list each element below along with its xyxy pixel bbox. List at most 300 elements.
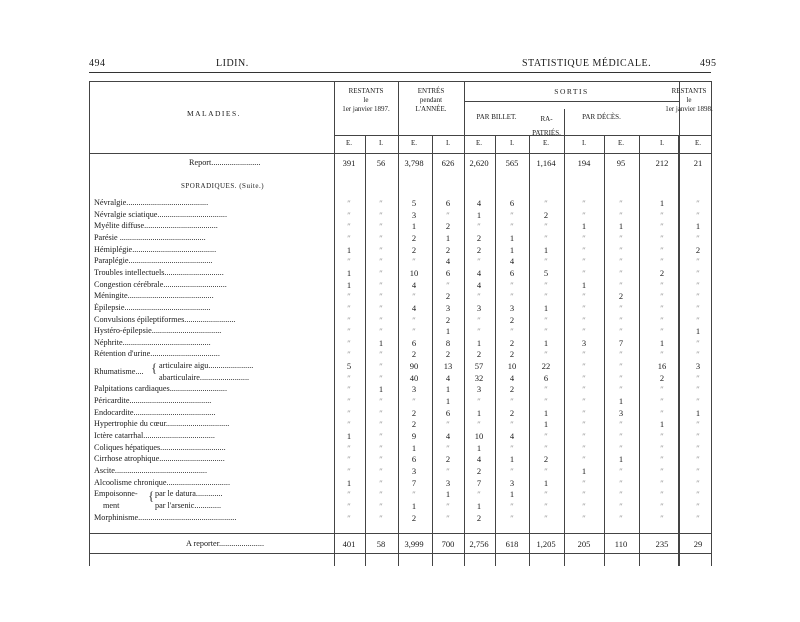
table-cell: ″ [510, 512, 514, 523]
table-cell: ″ [347, 349, 351, 360]
table-cell: 4 [476, 279, 482, 290]
table-cell: ″ [477, 256, 481, 267]
header-e-i: E. [475, 139, 483, 147]
table-cell: ″ [696, 431, 700, 441]
table-cell: ″ [619, 465, 623, 476]
table-cell: ″ [660, 291, 664, 302]
brace: { [148, 488, 155, 504]
table-cell: ″ [660, 349, 664, 360]
table-cell: 2 [411, 419, 417, 430]
table-cell: 1 [476, 407, 482, 418]
table-cell: 1 [543, 407, 549, 418]
table-cell: ″ [544, 396, 548, 407]
table-cell: ″ [379, 442, 383, 453]
table-cell: ″ [582, 291, 586, 302]
table-cell: ″ [347, 326, 351, 337]
table-cell: ″ [696, 396, 700, 407]
table-row-label: Hémiplégie......................................... [94, 244, 217, 254]
table-cell: 1 [445, 326, 451, 337]
statistics-table [89, 81, 711, 566]
table-cell: ″ [347, 419, 351, 430]
table-cell: ″ [510, 465, 514, 476]
total-value: 618 [505, 539, 519, 549]
brace: { [151, 360, 158, 376]
table-cell: ″ [582, 384, 586, 395]
table-cell: ″ [582, 198, 586, 208]
table-cell: ″ [696, 291, 700, 302]
table-cell: 1 [476, 209, 482, 220]
table-cell: 1 [346, 244, 352, 255]
column-rule [639, 135, 640, 566]
table-cell: 1 [346, 279, 352, 290]
table-cell: ″ [619, 489, 623, 500]
header-restants-1897: le [363, 96, 369, 104]
table-cell: 7 [411, 477, 417, 488]
header-par-billet: PAR BILLET. [476, 113, 517, 121]
table-cell: 1 [476, 337, 482, 348]
total-value: 235 [655, 539, 669, 549]
table-cell: 3 [411, 209, 417, 220]
table-cell: 4 [411, 302, 417, 313]
table-cell: ″ [619, 232, 623, 243]
table-cell: ″ [660, 442, 664, 453]
report-value: 391 [342, 158, 356, 168]
table-row-label: Myélite diffuse.................................... [94, 221, 218, 231]
column-rule [679, 81, 680, 566]
table-cell: 7 [618, 337, 624, 348]
table-cell: 3 [476, 384, 482, 395]
table-cell: ″ [619, 314, 623, 325]
table-cell: ″ [477, 291, 481, 302]
report-value: 626 [441, 158, 455, 168]
table-cell: 2 [476, 512, 482, 523]
table-cell: 2 [695, 244, 701, 255]
table-cell: 8 [445, 337, 451, 348]
table-cell: ″ [347, 337, 351, 348]
table-cell: ″ [696, 477, 700, 488]
table-cell: ″ [660, 431, 664, 441]
table-cell: ″ [660, 477, 664, 488]
table-cell: 2 [411, 349, 417, 360]
header-restants-1897: RESTANTS [348, 87, 384, 95]
report-value: 21 [693, 158, 703, 168]
table-cell: 1 [346, 431, 352, 441]
table-cell: 6 [445, 407, 451, 418]
header-entres: pendant [419, 96, 443, 104]
header-e-i: I. [659, 139, 665, 147]
table-cell: 1 [445, 384, 451, 395]
header-e-i: E. [345, 139, 353, 147]
header-rapatries: PATRIÉS. [532, 129, 561, 137]
table-cell: ″ [510, 442, 514, 453]
table-cell: 1 [509, 232, 515, 243]
table-cell: ″ [347, 291, 351, 302]
table-cell: ″ [660, 256, 664, 267]
table-row-label: Paraplégie......................................... [94, 256, 213, 266]
table-cell: 9 [411, 431, 417, 441]
table-cell: ″ [412, 489, 416, 500]
total-bottom-rule [89, 553, 711, 554]
table-cell: ″ [660, 465, 664, 476]
table-cell: 2 [411, 407, 417, 418]
table-cell: ″ [379, 407, 383, 418]
table-row-label: Endocardite........................................ [94, 407, 216, 417]
table-cell: ″ [619, 419, 623, 430]
table-cell: ″ [696, 454, 700, 465]
table-cell: 1 [346, 267, 352, 278]
table-row-label: Méningite.......................................... [94, 291, 214, 301]
table-cell: 1 [618, 396, 624, 407]
table-cell: ″ [660, 244, 664, 255]
table-cell: ″ [510, 419, 514, 430]
table-cell: ″ [544, 198, 548, 208]
table-row-label: Névralgie sciatique.................................. [94, 209, 228, 219]
table-cell: 1 [378, 384, 384, 395]
table-cell: ″ [544, 314, 548, 325]
report-value: 1,164 [536, 158, 556, 168]
table-cell: ″ [379, 314, 383, 325]
table-cell: 6 [411, 454, 417, 465]
table-cell: 2 [476, 349, 482, 360]
group-label-empoisonnement: ment [103, 500, 120, 510]
table-cell: ″ [544, 442, 548, 453]
table-cell: ″ [582, 500, 586, 511]
table-cell: 1 [659, 337, 665, 348]
table-cell: ″ [347, 209, 351, 220]
table-cell: 6 [509, 198, 515, 208]
total-value: 110 [614, 539, 628, 549]
group-label-rhumatisme: Rhumatisme.... [94, 366, 144, 376]
table-cell: ″ [510, 396, 514, 407]
table-cell: ″ [619, 361, 623, 372]
table-row-label: abarticulaire........................ [159, 372, 250, 382]
table-cell: ″ [582, 244, 586, 255]
table-cell: 2 [509, 314, 515, 325]
table-row-label: par le datura............. [155, 489, 223, 499]
table-cell: 1 [346, 477, 352, 488]
table-row-label: Troubles intellectuels............................. [94, 267, 224, 277]
page-number-left: 494 [89, 58, 106, 69]
table-cell: 5 [346, 361, 352, 372]
table-cell: 2 [509, 407, 515, 418]
table-cell: ″ [379, 209, 383, 220]
table-cell: 16 [657, 361, 667, 372]
table-cell: 1 [581, 465, 587, 476]
table-row-label: Ictère catarrhal................................... [94, 431, 215, 440]
table-cell: ″ [544, 384, 548, 395]
table-cell: ″ [477, 326, 481, 337]
table-cell: 32 [474, 372, 484, 383]
table-row-label: Convulsions épileptiformes......................... [94, 314, 236, 324]
table-cell: 1 [509, 244, 515, 255]
table-cell: ″ [510, 279, 514, 290]
table-cell: 2 [445, 454, 451, 465]
table-cell: ″ [347, 221, 351, 232]
table-cell: ″ [582, 454, 586, 465]
table-cell: 6 [445, 198, 451, 208]
table-cell: ″ [446, 512, 450, 523]
table-cell: ″ [347, 256, 351, 267]
table-cell: 2 [411, 512, 417, 523]
table-row-label: Néphrite........................................... [94, 337, 211, 347]
table-cell: ″ [582, 361, 586, 372]
column-rule [564, 109, 565, 566]
header-par-deces: PAR DÉCÈS. [582, 113, 621, 121]
table-cell: 1 [581, 279, 587, 290]
total-top-rule [89, 533, 711, 534]
header-restants-1898: le [686, 96, 692, 104]
header-entres: ENTRÉS [417, 87, 445, 95]
table-cell: 2 [509, 349, 515, 360]
table-cell: 10 [507, 361, 517, 372]
table-cell: ″ [582, 477, 586, 488]
table-cell: 4 [509, 431, 515, 441]
table-cell: ″ [347, 454, 351, 465]
table-cell: ″ [696, 500, 700, 511]
table-cell: ″ [582, 396, 586, 407]
table-cell: 1 [411, 500, 417, 511]
table-cell: 4 [476, 198, 482, 208]
table-cell: ″ [544, 279, 548, 290]
table-cell: ″ [582, 302, 586, 313]
table-row-label: Péricardite........................................ [94, 396, 212, 406]
table-cell: ″ [696, 267, 700, 278]
header-e-i: I. [509, 139, 515, 147]
table-cell: ″ [379, 500, 383, 511]
table-cell: ″ [446, 465, 450, 476]
table-cell: ″ [619, 209, 623, 220]
table-cell: ″ [619, 500, 623, 511]
table-cell: 2 [618, 291, 624, 302]
table-cell: 13 [443, 361, 453, 372]
table-cell: 1 [581, 221, 587, 232]
table-cell: ″ [544, 221, 548, 232]
table-cell: ″ [660, 221, 664, 232]
table-cell: ″ [582, 419, 586, 430]
table-cell: ″ [446, 209, 450, 220]
table-cell: ″ [347, 384, 351, 395]
table-cell: 4 [445, 256, 451, 267]
table-cell: ″ [412, 256, 416, 267]
table-cell: ″ [696, 465, 700, 476]
table-cell: ″ [582, 267, 586, 278]
table-cell: ″ [619, 372, 623, 383]
table-cell: 4 [509, 256, 515, 267]
header-restants-1897: 1er janvier 1897. [342, 105, 390, 113]
table-cell: ″ [544, 465, 548, 476]
running-title-left: LIDIN. [216, 58, 249, 69]
header-entres: L'ANNÉE. [415, 105, 447, 113]
table-cell: 22 [541, 361, 551, 372]
table-cell: ″ [347, 396, 351, 407]
report-value: 95 [616, 158, 626, 168]
table-cell: ″ [619, 442, 623, 453]
sortis-rule [464, 101, 679, 102]
group-label-empoisonnement: Empoisonne- [94, 489, 138, 499]
table-cell: 1 [543, 337, 549, 348]
table-cell: 3 [695, 361, 701, 372]
table-cell: ″ [510, 221, 514, 232]
table-cell: ″ [696, 209, 700, 220]
report-value: 565 [505, 158, 519, 168]
table-cell: ″ [412, 326, 416, 337]
table-cell: 6 [445, 267, 451, 278]
table-cell: ″ [696, 314, 700, 325]
total-value: 29 [693, 539, 703, 549]
header-sub-rule [334, 135, 711, 136]
table-cell: ″ [660, 209, 664, 220]
table-cell: ″ [347, 465, 351, 476]
table-cell: ″ [619, 384, 623, 395]
table-cell: ″ [696, 232, 700, 243]
header-restants-1898: RESTANTS [671, 87, 707, 95]
table-row-label: Morphinisme................................................ [94, 512, 237, 522]
table-cell: 1 [543, 477, 549, 488]
table-cell: ″ [379, 396, 383, 407]
header-bottom-rule [89, 153, 711, 154]
table-cell: ″ [347, 232, 351, 243]
total-value: 205 [577, 539, 591, 549]
running-title-right: STATISTIQUE MÉDICALE. [522, 58, 652, 69]
table-cell: 3 [411, 465, 417, 476]
table-cell: ″ [582, 442, 586, 453]
table-cell: ″ [379, 267, 383, 278]
table-cell: ″ [619, 302, 623, 313]
table-cell: ″ [477, 221, 481, 232]
table-row-label: Parésie .......................................... [94, 232, 206, 242]
table-cell: ″ [477, 419, 481, 430]
table-cell: ″ [619, 512, 623, 523]
table-cell: ″ [544, 500, 548, 511]
header-rapatries: RA- [540, 115, 553, 123]
table-cell: ″ [582, 431, 586, 441]
table-cell: ″ [582, 512, 586, 523]
table-cell: ″ [696, 256, 700, 267]
section-title: SPORADIQUES. (Suite.) [181, 182, 265, 190]
table-row-label: Cirrhose atrophique................................ [94, 454, 225, 464]
table-cell: 7 [476, 477, 482, 488]
table-row-label: Ascite............................................. [94, 465, 208, 475]
table-cell: ″ [379, 232, 383, 243]
table-cell: 1 [476, 500, 482, 511]
table-cell: ″ [660, 384, 664, 395]
table-cell: ″ [379, 221, 383, 232]
table-cell: ″ [544, 326, 548, 337]
table-cell: ″ [696, 442, 700, 453]
table-cell: ″ [379, 477, 383, 488]
table-cell: ″ [347, 489, 351, 500]
table-cell: 2 [659, 267, 665, 278]
report-label: Report........................ [189, 158, 261, 167]
table-cell: ″ [582, 256, 586, 267]
table-cell: ″ [347, 512, 351, 523]
table-cell: 2 [411, 244, 417, 255]
table-cell: ″ [696, 302, 700, 313]
table-cell: ″ [347, 372, 351, 383]
table-cell: 2 [476, 244, 482, 255]
table-cell: 4 [476, 267, 482, 278]
table-cell: ″ [544, 489, 548, 500]
table-cell: 3 [581, 337, 587, 348]
table-cell: ″ [619, 349, 623, 360]
table-cell: ″ [660, 489, 664, 500]
table-cell: 1 [695, 326, 701, 337]
header-e-i: I. [378, 139, 384, 147]
table-cell: ″ [379, 302, 383, 313]
table-cell: ″ [660, 407, 664, 418]
table-cell: ″ [619, 256, 623, 267]
table-cell: 1 [695, 407, 701, 418]
table-cell: ″ [379, 198, 383, 208]
report-value: 2,620 [469, 158, 489, 168]
table-cell: 6 [509, 267, 515, 278]
table-cell: 1 [659, 419, 665, 430]
header-rule [89, 72, 711, 73]
table-cell: 2 [509, 337, 515, 348]
table-cell: ″ [347, 314, 351, 325]
table-cell: ″ [660, 232, 664, 243]
table-cell: ″ [446, 279, 450, 290]
table-cell: ″ [619, 279, 623, 290]
table-cell: 10 [474, 431, 484, 441]
table-cell: ″ [347, 442, 351, 453]
table-cell: ″ [582, 407, 586, 418]
table-cell: 1 [445, 232, 451, 243]
table-cell: ″ [544, 256, 548, 267]
table-cell: ″ [619, 198, 623, 208]
table-cell: 3 [618, 407, 624, 418]
table-cell: ″ [696, 198, 700, 208]
table-cell: 1 [509, 454, 515, 465]
header-maladies: MALADIES. [186, 109, 242, 118]
table-cell: ″ [379, 256, 383, 267]
table-cell: 1 [411, 442, 417, 453]
table-cell: ″ [582, 349, 586, 360]
total-value: 58 [376, 539, 386, 549]
table-cell: ″ [347, 198, 351, 208]
table-cell: ″ [544, 512, 548, 523]
table-cell: ″ [379, 349, 383, 360]
table-cell: 1 [445, 489, 451, 500]
table-cell: ″ [696, 384, 700, 395]
header-e-i: I. [445, 139, 451, 147]
table-top-rule [89, 81, 711, 82]
table-cell: 1 [659, 198, 665, 208]
table-cell: ″ [544, 291, 548, 302]
table-cell: 4 [476, 454, 482, 465]
table-cell: ″ [619, 267, 623, 278]
table-cell: 90 [409, 361, 419, 372]
table-cell: ″ [696, 489, 700, 500]
table-cell: ″ [582, 489, 586, 500]
table-cell: ″ [696, 349, 700, 360]
table-cell: 3 [476, 302, 482, 313]
table-cell: ″ [379, 291, 383, 302]
table-cell: ″ [379, 431, 383, 441]
table-cell: ″ [477, 396, 481, 407]
table-cell: 2 [445, 221, 451, 232]
table-cell: ″ [544, 431, 548, 441]
report-value: 212 [655, 158, 669, 168]
table-row-label: Épilepsie.......................................... [94, 302, 211, 312]
table-cell: ″ [446, 500, 450, 511]
table-cell: 2 [445, 314, 451, 325]
table-cell: 5 [411, 198, 417, 208]
total-value: 700 [441, 539, 455, 549]
table-cell: ″ [412, 291, 416, 302]
table-cell: 2 [445, 349, 451, 360]
table-cell: ″ [619, 244, 623, 255]
